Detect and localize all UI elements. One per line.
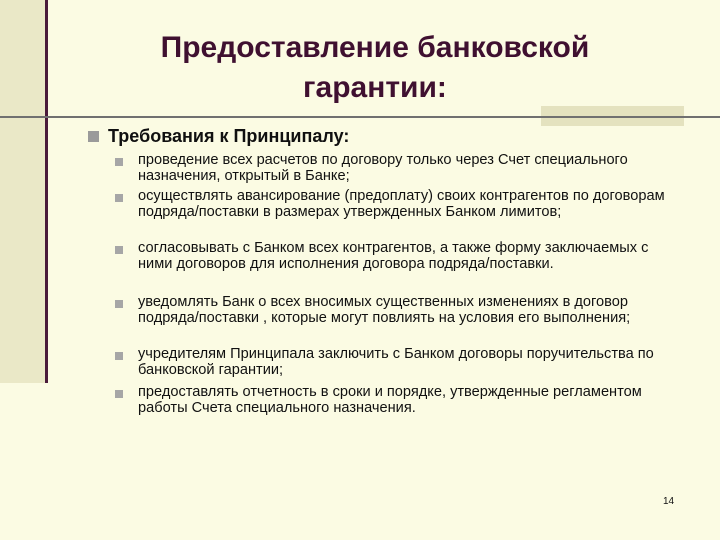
square-bullet-icon [115, 390, 123, 398]
sub-bullet-text: согласовывать с Банком всех контрагентов, а также форму заключаемых с ними договоров для исполнения договора подряда/поставки. [138, 240, 649, 272]
square-bullet-icon [115, 352, 123, 360]
title-line-2: гарантии: [303, 71, 447, 104]
page-number: 14 [663, 496, 675, 507]
main-bullet-text: Требования к Принципалу: [108, 126, 350, 146]
title-line-1: Предоставление банковской [160, 31, 590, 64]
title-divider [0, 116, 720, 118]
sub-bullet-text: осуществлять авансирование (предоплату) своих контрагентов по договорам подряда/поставки в размерах утвержденных Банком лимитов; [138, 188, 665, 220]
slide-title [120, 28, 630, 108]
sub-bullet-text: уведомлять Банк о всех вносимых существенных изменениях в договор подряда/поставки , которые могут повлиять на условия его выполнения; [138, 294, 631, 326]
sub-bullet-text: учредителям Принципала заключить с Банком договоры поручительства по банковской гарантии; [138, 346, 654, 378]
square-bullet-icon [115, 158, 123, 166]
square-bullet-icon [115, 194, 123, 202]
square-bullet-icon [88, 131, 99, 142]
sub-bullet-text: предоставлять отчетность в сроки и порядке, утвержденные регламентом работы Счета специального назначения. [138, 384, 642, 416]
decorative-vertical-edge [45, 0, 48, 383]
sub-bullet-text: проведение всех расчетов по договору только через Счет специального назначения, открытый в Банке; [138, 152, 628, 184]
square-bullet-icon [115, 246, 123, 254]
square-bullet-icon [115, 300, 123, 308]
decorative-vertical-bar [0, 0, 47, 383]
